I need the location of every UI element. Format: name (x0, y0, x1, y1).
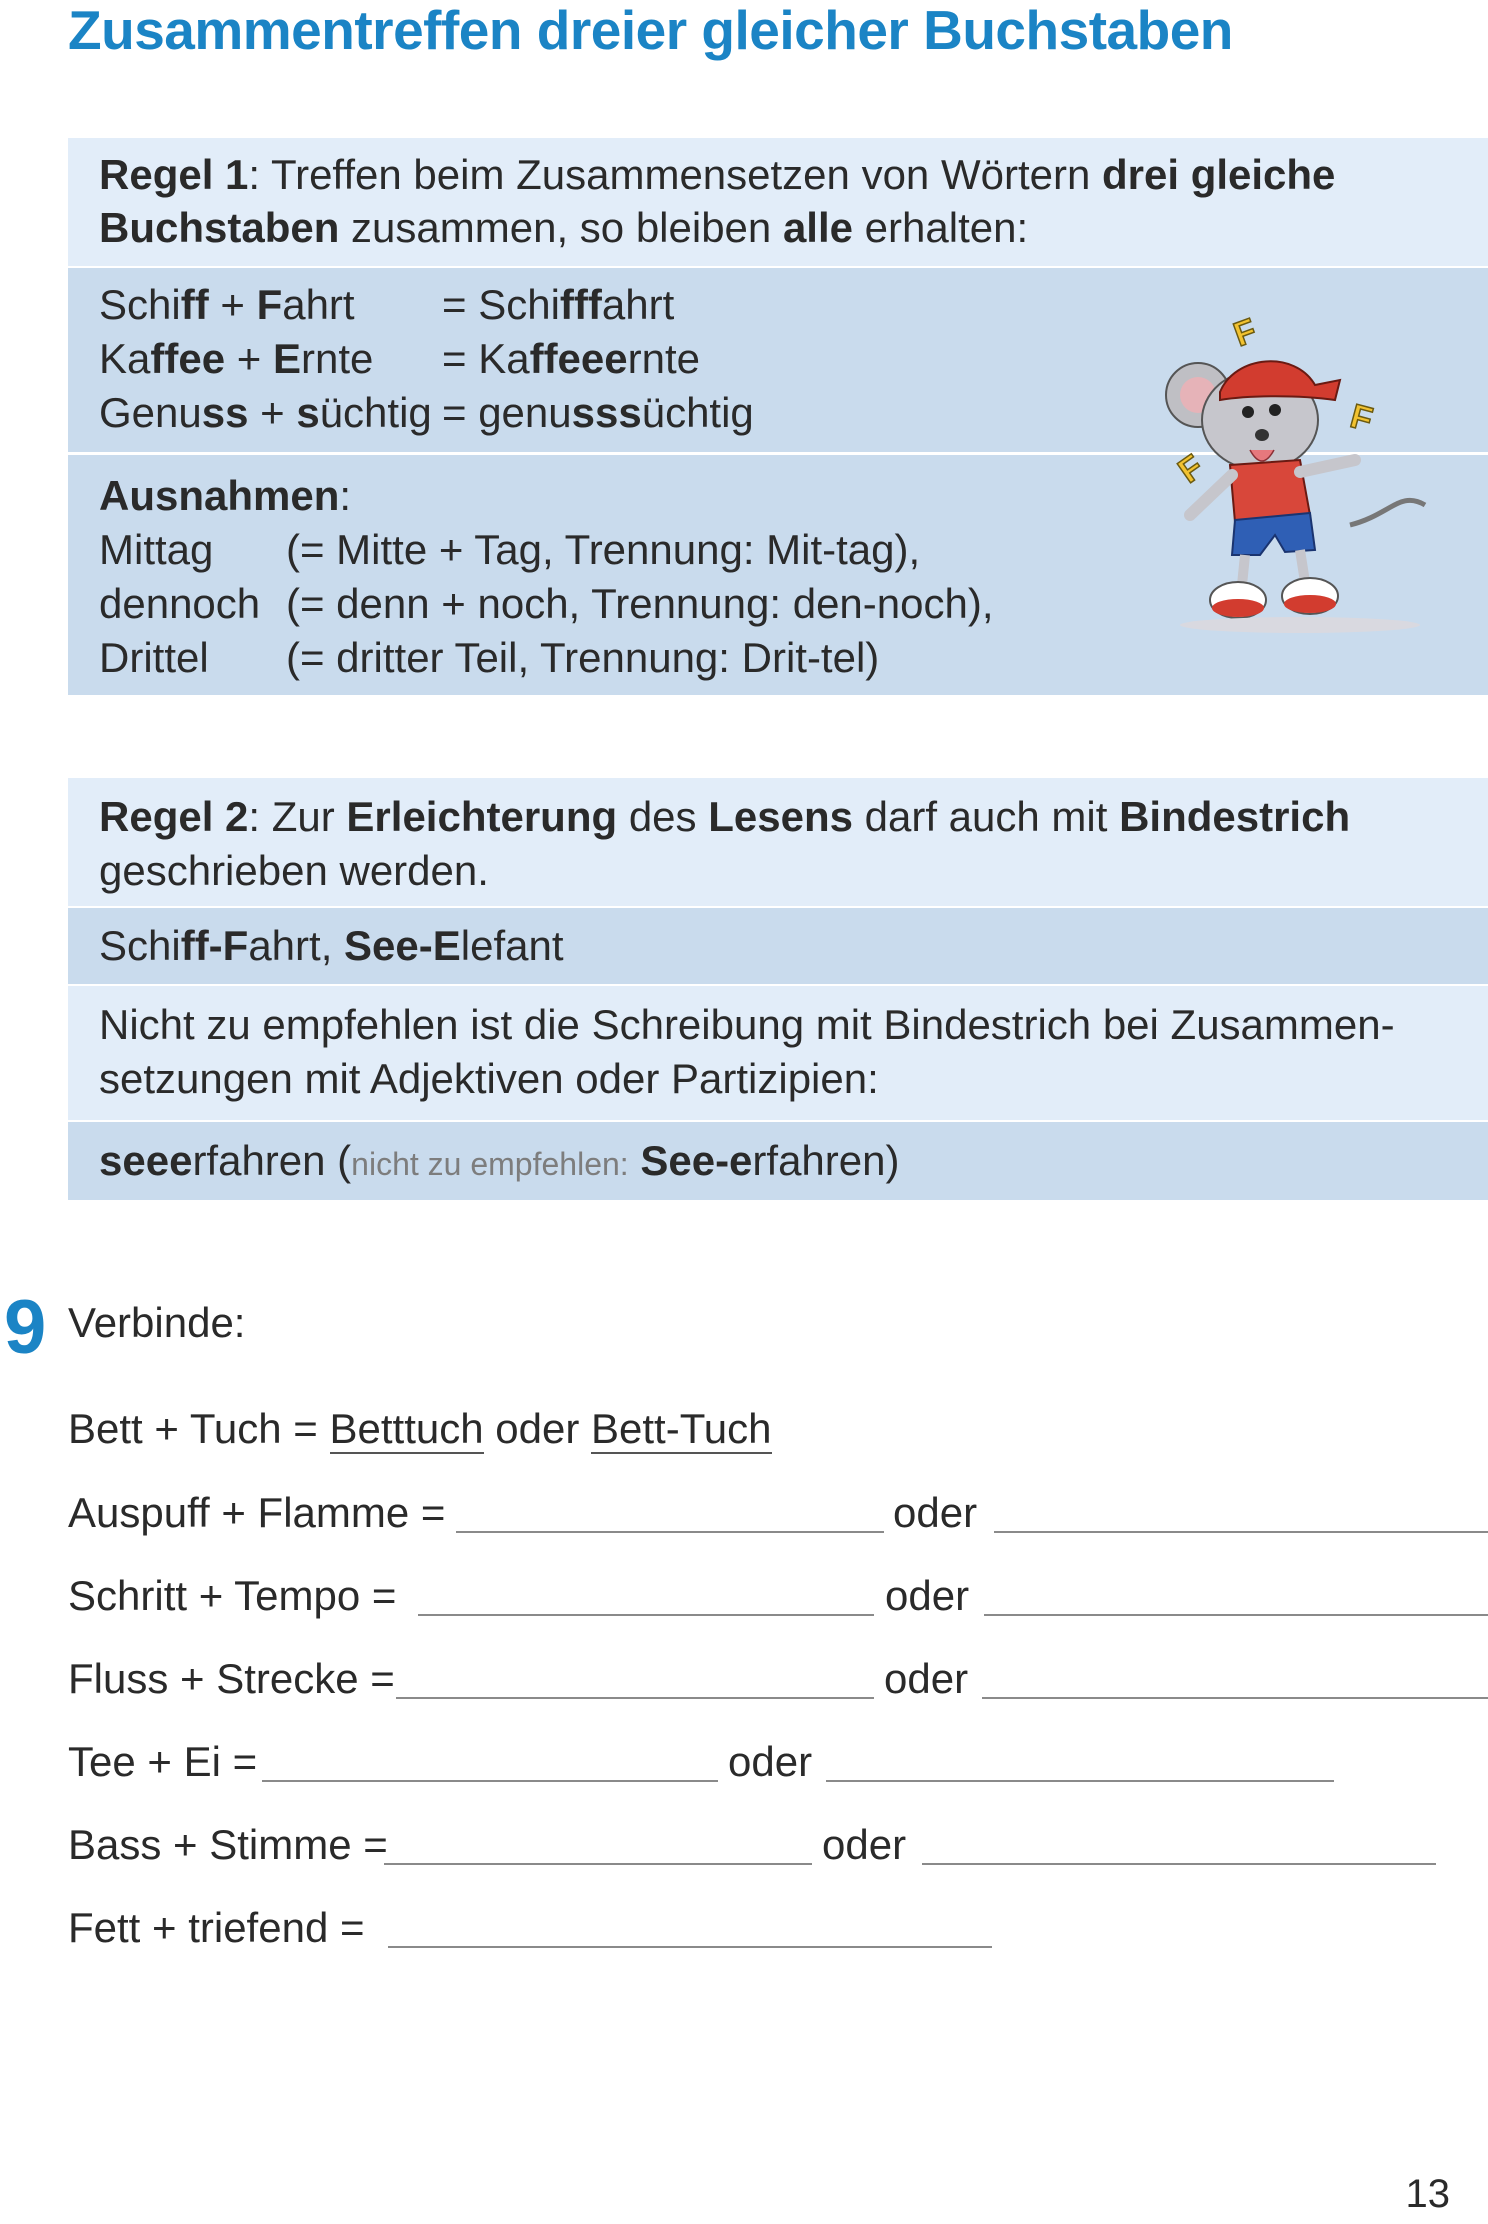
mouse-juggling-letters-illustration (1150, 300, 1440, 640)
flying-letter-f-right: F (1346, 397, 1377, 440)
exception-word-3: Drittel (99, 634, 209, 681)
task-6-prompt: Fett + triefend = (68, 1904, 365, 1951)
rule2-line2: geschrieben werden. (99, 847, 489, 894)
rule2-statement-box (68, 778, 1488, 906)
task-2-answer-line-2[interactable] (984, 1614, 1488, 1616)
task-3-answer-line-1[interactable] (396, 1697, 874, 1699)
exception-explanation-3: (= dritter Teil, Trennung: Drit-tel) (286, 634, 880, 681)
rule2-example: Schiff-Fahrt, See-Elefant (99, 922, 564, 969)
page-title: Zusammentreffen dreier gleicher Buchstaben (68, 0, 1233, 61)
task-1-answer-line-1[interactable] (456, 1531, 884, 1533)
task-3-oder: oder (884, 1655, 969, 1702)
task-2-answer-line-1[interactable] (418, 1614, 874, 1616)
exception-word-2: dennoch (99, 580, 261, 627)
rule1-example-3-right: = genusssüchtig (442, 389, 754, 436)
rule1-example-2-left: Kaffee + Ernte (99, 335, 374, 382)
rule2-note-box (68, 986, 1488, 1120)
exception-explanation-2: (= denn + noch, Trennung: den-noch), (286, 580, 994, 627)
task-5-answer-line-2[interactable] (922, 1863, 1436, 1865)
rule1-line2: Buchstaben zusammen, so bleiben alle erhalten: (99, 204, 1029, 251)
task-5-oder: oder (822, 1821, 907, 1868)
rule2-note-line2: setzungen mit Adjektiven oder Partizipien: (99, 1055, 879, 1102)
task-2-oder: oder (885, 1572, 970, 1619)
task-4-oder: oder (728, 1738, 813, 1785)
task-4-answer-line-2[interactable] (826, 1780, 1334, 1782)
task-4-answer-line-1[interactable] (262, 1780, 718, 1782)
rule2-example2: seeerfahren (nicht zu empfehlen: See-erfahren) (99, 1137, 900, 1184)
task-1-oder: oder (893, 1489, 978, 1536)
page-number: 13 (1405, 2172, 1450, 2216)
exercise-instruction: Verbinde: (68, 1299, 246, 1346)
task-2-prompt: Schritt + Tempo = (68, 1572, 397, 1619)
rule2-example2-box (68, 1122, 1488, 1200)
rule2-example-box (68, 908, 1488, 984)
task-3-prompt: Fluss + Strecke = (68, 1655, 395, 1702)
flying-letter-f-top: F (1228, 311, 1262, 355)
exercise-example: Bett + Tuch = Betttuch oder Bett-Tuch (68, 1405, 772, 1452)
flying-letter-f-left: F (1171, 447, 1211, 491)
rule1-example-3-left: Genuss + süchtig (99, 389, 432, 436)
task-5-prompt: Bass + Stimme = (68, 1821, 388, 1868)
task-4-prompt: Tee + Ei = (68, 1738, 258, 1785)
rule1-example-1-left: Schiff + Fahrt (99, 281, 355, 328)
rule1-statement-box (68, 138, 1488, 266)
exercise-number: 9 (4, 1285, 47, 1370)
exception-word-1: Mittag (99, 526, 214, 573)
task-1-answer-line-2[interactable] (994, 1531, 1488, 1533)
task-6-answer-line-1[interactable] (388, 1946, 992, 1948)
task-3-answer-line-2[interactable] (982, 1697, 1488, 1699)
rule1-example-1-right: = Schifffahrt (442, 281, 675, 328)
task-5-answer-line-1[interactable] (384, 1863, 812, 1865)
task-1-prompt: Auspuff + Flamme = (68, 1489, 446, 1536)
rule1-example-2-right: = Kaffeeernte (442, 335, 701, 382)
rule2-note-line1: Nicht zu empfehlen ist die Schreibung mit Bindestrich bei Zusammen- (99, 1001, 1395, 1048)
rule2-line1: Regel 2: Zur Erleichterung des Lesens darf auch mit Bindestrich (99, 793, 1351, 840)
exceptions-heading: Ausnahmen: (99, 472, 352, 519)
exception-explanation-1: (= Mitte + Tag, Trennung: Mit-tag), (286, 526, 921, 573)
rule1-line1: Regel 1: Treffen beim Zusammensetzen von Wörtern drei gleiche (99, 151, 1336, 198)
